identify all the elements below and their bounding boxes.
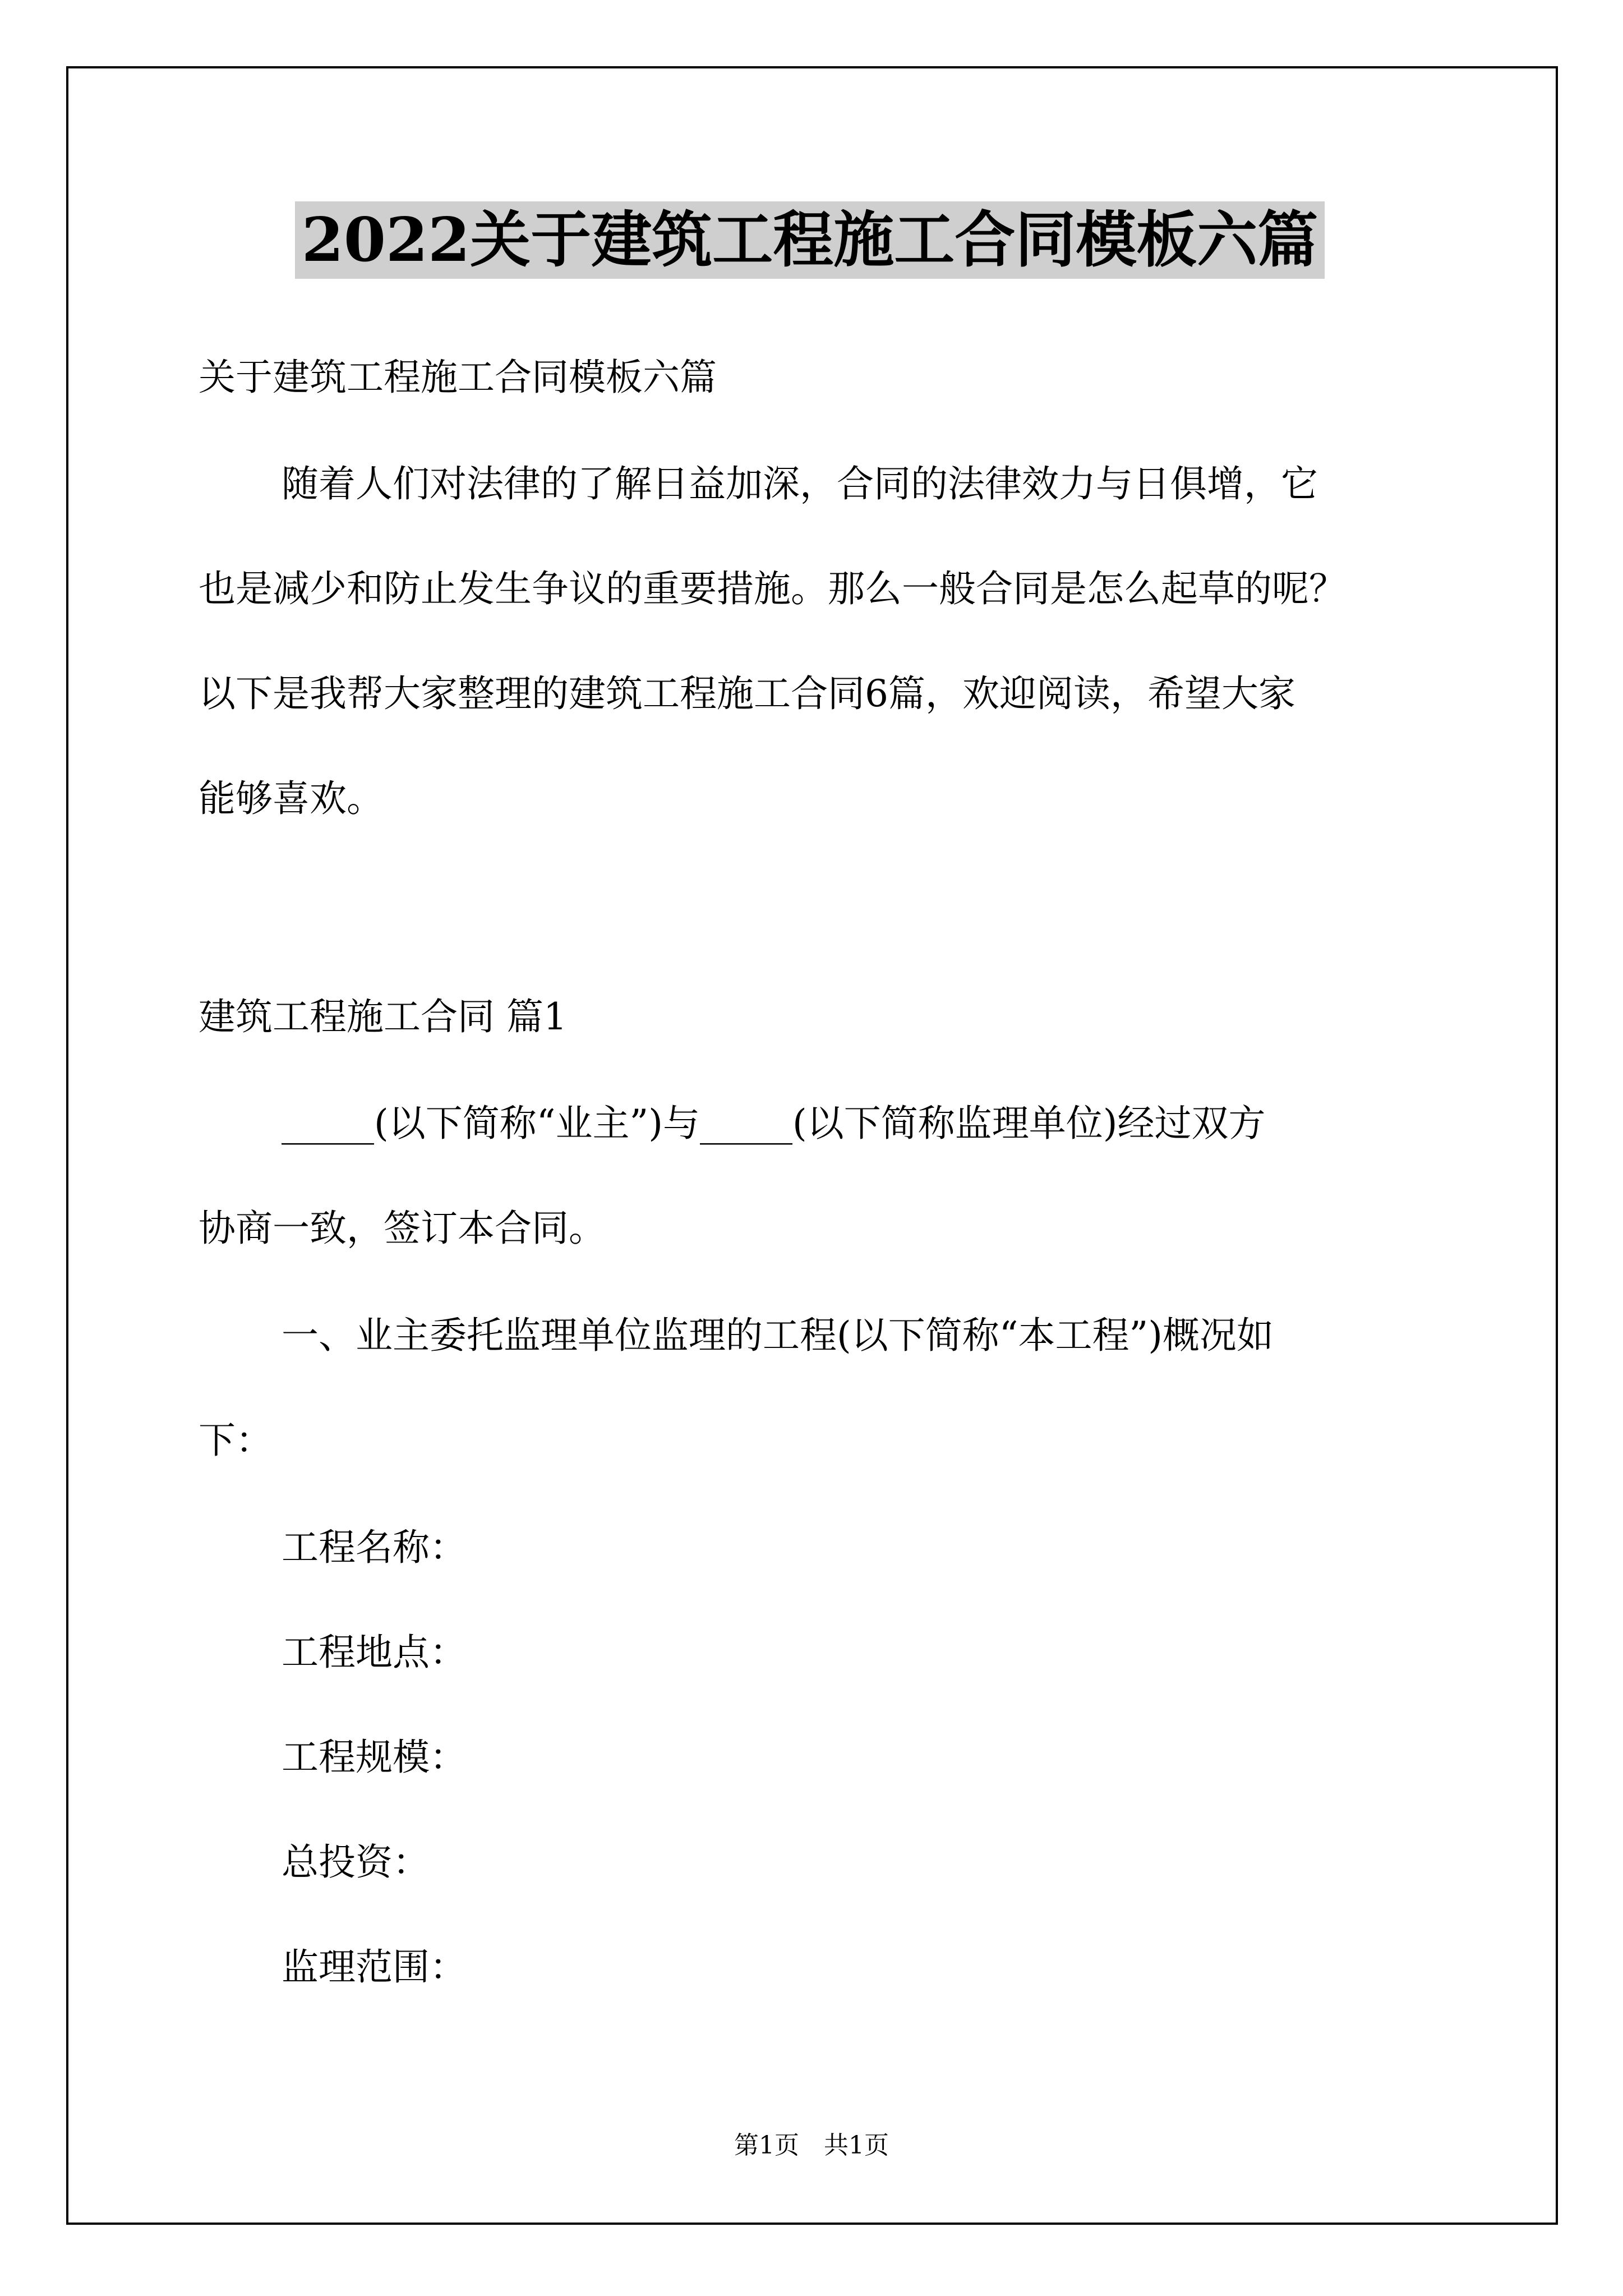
field-total-investment: 总投资： xyxy=(282,1841,430,1884)
paragraph-line: 协商一致，签订本合同。 xyxy=(199,1207,606,1250)
paragraph-line: 下： xyxy=(199,1419,273,1462)
field-project-name: 工程名称： xyxy=(282,1526,467,1569)
paragraph-line: _____(以下简称“业主”)与_____(以下简称监理单位)经过双方 xyxy=(282,1102,1266,1145)
intro-line: 随着人们对法律的了解日益加深，合同的法律效力与日俱增，它 xyxy=(282,462,1318,505)
document-title: 2022关于建筑工程施工合同模板六篇 xyxy=(199,201,1421,279)
document-subtitle: 关于建筑工程施工合同模板六篇 xyxy=(199,356,717,399)
field-project-scale: 工程规模： xyxy=(282,1736,467,1779)
paragraph-line: 一、业主委托监理单位监理的工程(以下简称“本工程”)概况如 xyxy=(282,1314,1274,1357)
field-project-location: 工程地点： xyxy=(282,1631,467,1674)
field-supervision-scope: 监理范围： xyxy=(282,1945,467,1989)
intro-line: 也是减少和防止发生争议的重要措施。那么一般合同是怎么起草的呢？ xyxy=(199,567,1346,610)
section-heading: 建筑工程施工合同 篇1 xyxy=(199,995,567,1038)
intro-line: 能够喜欢。 xyxy=(199,777,384,820)
page-footer: 第1页 共1页 xyxy=(734,2131,889,2160)
intro-line: 以下是我帮大家整理的建筑工程施工合同6篇，欢迎阅读，希望大家 xyxy=(199,672,1295,715)
